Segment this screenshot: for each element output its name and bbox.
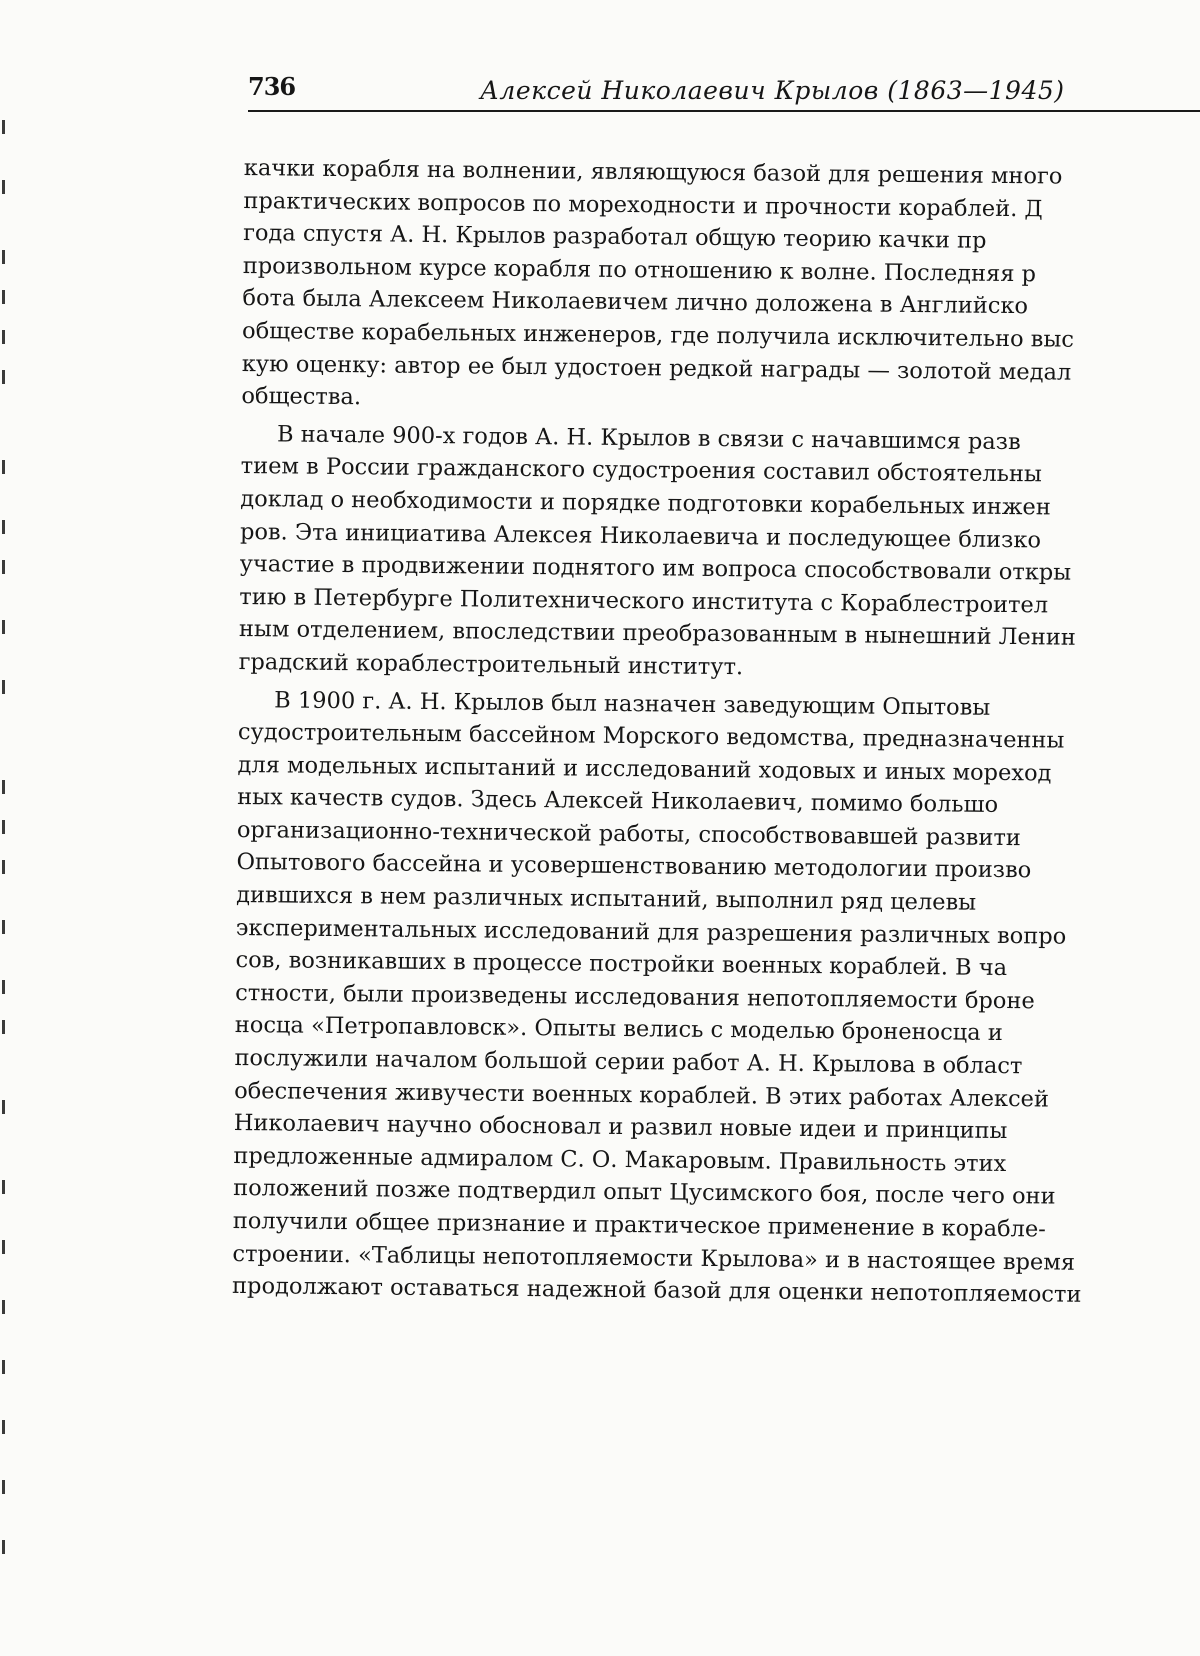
text-line: градский кораблестроительный институт. [238,648,744,681]
page-number: 736 [248,72,296,101]
text-line: судостроительным бассейном Морского ведомства, предназначенны [237,719,1065,754]
text-line: продолжают оставаться надежной базой для оценки непотопляемости [231,1273,1082,1309]
text-line: послужили началом большой серии работ А. Н. Крылова в област [234,1044,1023,1080]
text-line: носца «Петропавловск». Опыты велись с моделью броненосца и [234,1012,1003,1047]
text-line: кую оценку: автор ее был удостоен редкой награды — золотой медал [241,350,1072,386]
text-line: положений позже подтвердил опыт Цусимского боя, после чего они [233,1175,1056,1210]
text-line: тием в России гражданского судостроения составил обстоятельны [240,453,1043,488]
body-text [232,152,1200,1318]
text-line: участие в продвижении поднятого им вопроса способствовали откры [239,551,1072,586]
header-rule [248,110,1200,112]
text-line: года спустя А. Н. Крылов разработал общую теорию качки пр [243,220,987,254]
text-line: ных качеств судов. Здесь Алексей Николаевич, помимо большо [237,784,999,819]
text-line: обеспечения живучести военных кораблей. В этих работах Алексей [234,1077,1050,1113]
text-line: экспериментальных исследований для разрешения различных вопро [235,914,1067,950]
text-line: качки корабля на волнении, являющуюся базой для решения много [243,154,1063,190]
text-line: доклад о необходимости и порядке подготовки корабельных инжен [240,485,1051,521]
text-line: стности, были произведены исследования непотопляемости броне [235,979,1035,1015]
text-line: предложенные адмиралом С. О. Макаровым. Правильность этих [233,1142,1007,1177]
text-line: для модельных испытаний и исследований ходовых и иных мореход [237,751,1052,787]
paragraph [241,152,1200,423]
text-line: тию в Петербурге Политехнического института с Кораблестроител [239,583,1049,619]
paragraph [232,683,1200,1313]
left-margin-bleed [0,120,10,1580]
text-line: Опытового бассейна и усовершенствованию методологии произво [236,849,1032,884]
text-line: организационно-технической работы, способствовавшей развити [236,816,1021,852]
text-line: обществе корабельных инженеров, где получила исключительно выс [241,317,1075,353]
text-line: ным отделением, впоследствии преобразованным в нынешний Ленин [238,616,1076,652]
text-line: Николаевич научно обосновал и развил новые идеи и принципы [233,1110,1008,1145]
running-title: Алексей Николаевич Крылов (1863—1945) [480,76,1065,105]
text-line: общества. [241,383,362,411]
text-line: произвольном курсе корабля по отношению к волне. Последняя р [242,252,1037,288]
text-line: получили общее признание и практическое применение в корабле- [232,1207,1046,1243]
text-line: В начале 900-х годов А. Н. Крылов в связи с начавшимся разв [276,421,1021,455]
paragraph [238,418,1200,689]
text-line: сов, возникавших в процессе постройки военных кораблей. В ча [235,947,1008,982]
text-line: дившихся в нем различных испытаний, выполнил ряд целевы [236,882,977,916]
text-line: практических вопросов по мореходности и прочности кораблей. Д [243,187,1043,222]
page-header [248,70,1200,114]
text-line: ров. Эта инициатива Алексея Николаевича и последующее близко [239,518,1042,553]
text-line: бота была Алексеем Николаевичем лично доложена в Английско [242,285,1029,320]
text-line: В 1900 г. А. Н. Крылов был назначен заведующим Опытовы [274,686,991,721]
text-line: строении. «Таблицы непотопляемости Крылова» и в настоящее время [232,1240,1076,1276]
